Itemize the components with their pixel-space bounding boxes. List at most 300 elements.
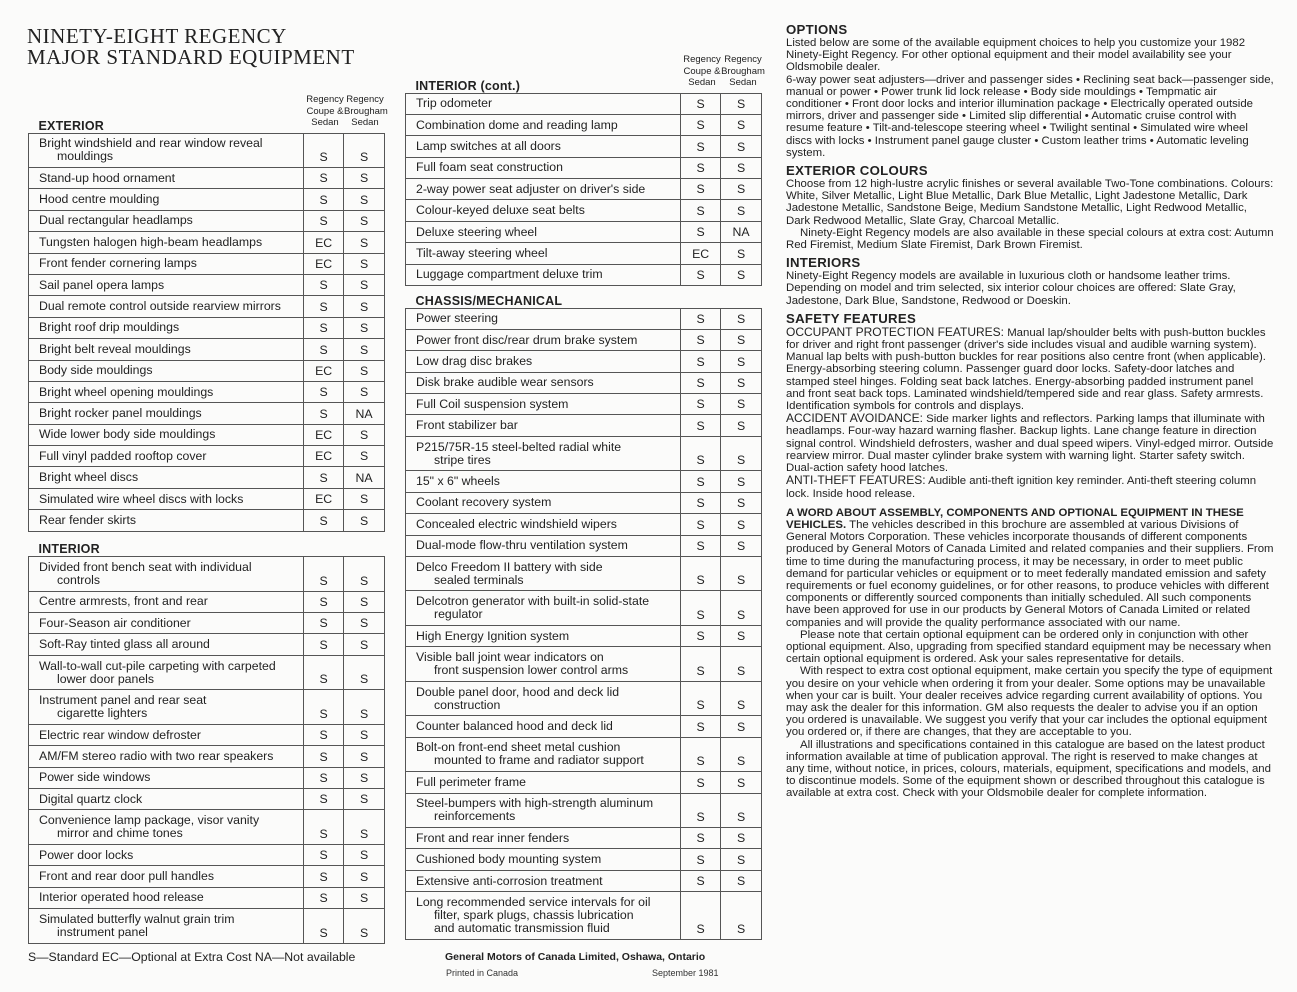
equipment-label (406, 372, 681, 393)
equipment-label (29, 360, 304, 381)
brougham-sedan-value: S (721, 591, 762, 626)
label-line: Convenience lamp package, visor vanity (39, 813, 260, 828)
equipment-row (406, 200, 762, 221)
equipment-row (406, 716, 762, 737)
exterior-colours-text: Choose from 12 high-lustre acrylic finishes or several available Two-Tone combinations. Colours: White, Silver Metallic, Light Blue Metallic, Dark Blue Metallic, Light Jadestone Metallic, Dark Jadestone Metallic, Sandstone Beige, Medium Sandstone Metallic, Light Redwood Metallic, Dark Redwood Metallic, Slate Gray, Charcoal Metallic. (786, 178, 1274, 227)
title-line-1: NINETY-EIGHT REGENCY (27, 24, 287, 48)
label-line: Concealed electric windshield wipers (416, 516, 617, 531)
label-line: Full Coil suspension system (416, 396, 569, 411)
page-title (27, 26, 355, 68)
brougham-sedan-value: S (344, 655, 385, 690)
label-line: Bright belt reveal mouldings (39, 341, 191, 356)
section-title: EXTERIOR (29, 112, 385, 133)
coupe-sedan-value: S (681, 772, 721, 793)
label-line: Full foam seat construction (416, 160, 563, 175)
label-line: Full perimeter frame (416, 774, 527, 789)
label-line: Digital quartz clock (39, 791, 143, 806)
brougham-sedan-value: S (721, 136, 762, 157)
equipment-row (406, 329, 762, 350)
equipment-row (29, 274, 385, 295)
brougham-sedan-value: S (721, 179, 762, 200)
label-line: stripe tires (434, 452, 491, 467)
equipment-row (406, 308, 762, 329)
equipment-label (29, 168, 304, 189)
label-line: Dual rectangular headlamps (39, 213, 193, 228)
word-about-p2: Please note that certain optional equipment can be ordered only in conjunction with other optional equipment. Also, upgrading from specified standard equipment may be necessary when certain optional equipment is ordered. Ask your sales representative for details. (786, 628, 1272, 666)
brougham-sedan-value: S (344, 591, 385, 612)
label-line: Low drag disc brakes (416, 353, 533, 368)
label-line: High Energy Ignition system (416, 628, 570, 643)
coupe-sedan-value: S (681, 436, 721, 471)
label-line: Cushioned body mounting system (416, 852, 602, 867)
equipment-label (406, 329, 681, 350)
equipment-row (406, 264, 762, 285)
coupe-sedan-value: S (681, 157, 721, 178)
equipment-label (406, 772, 681, 793)
coupe-sedan-value: S (304, 339, 344, 360)
equipment-row (406, 136, 762, 157)
label-line: Power front disc/rear drum brake system (416, 332, 638, 347)
label-line: P215/75R-15 steel-belted radial white (416, 439, 622, 454)
equipment-label (406, 514, 681, 535)
label-line: Wide lower body side mouldings (39, 427, 216, 442)
header-word: Sedan (688, 77, 716, 88)
label-line: AM/FM stereo radio with two rear speakers (39, 748, 274, 763)
equipment-row (29, 317, 385, 338)
occupant-text: Manual lap/shoulder belts with push-button buckles for driver and right front passenger (driver's side includes visual and audible warning system). Manual lap belts with push-button buckles for rear positions also centre front (when applicable). Energy-absorbing steering column. Passenger guard door locks. Safety-door latches and stamped steel hinges. Folding seat back latches. Energy-absorbing padded instrument panel and front seat back tops. Laminated windshield/tempered side and rear glass. Safety armrests. Identification symbols for controls and displays. (786, 326, 1266, 413)
label-line: Delcotron generator with built-in solid-state (416, 594, 650, 609)
equipment-row (406, 243, 762, 264)
equipment-label (406, 737, 681, 772)
equipment-row (29, 724, 385, 745)
brougham-sedan-value: S (721, 157, 762, 178)
equipment-label (406, 221, 681, 242)
equipment-label (406, 415, 681, 436)
coupe-sedan-value: S (304, 296, 344, 317)
equipment-label (406, 136, 681, 157)
word-about-heading: A WORD ABOUT ASSEMBLY, COMPONENTS AND OPTIONAL EQUIPMENT IN THESE VEHICLES. (786, 506, 1244, 531)
word-about-p4: All illustrations and specifications contained in this catalogue are based on the latest product information available at time of publication approval. The right is reserved to make changes at any time, without notice, in prices, colours, materials, equipment, specifications and models, and to discontinue models. Some of the equipment shown or described throughout this catalogue is available at extra cost. Check with your Oldsmobile dealer for complete information. (786, 738, 1271, 800)
coupe-sedan-value: S (304, 317, 344, 338)
brougham-sedan-value: S (721, 556, 762, 591)
coupe-sedan-value: S (681, 870, 721, 891)
occupant-protection (786, 326, 1274, 412)
equipment-label (406, 243, 681, 264)
coupe-sedan-value: S (304, 724, 344, 745)
occupant-label: OCCUPANT PROTECTION FEATURES: (786, 324, 1005, 339)
label-line: Electric rear window defroster (39, 727, 201, 742)
brougham-sedan-value: S (721, 737, 762, 772)
label-line: Steel-bumpers with high-strength aluminum (416, 796, 654, 811)
label-line: Body side mouldings (39, 363, 153, 378)
brougham-sedan-value: S (721, 436, 762, 471)
brougham-sedan-value: S (721, 828, 762, 849)
brougham-sedan-value: NA (721, 221, 762, 242)
equipment-label (29, 613, 304, 634)
brougham-sedan-value: S (344, 887, 385, 908)
label-line: Bright wheel opening mouldings (39, 384, 214, 399)
equipment-label (406, 114, 681, 135)
label-line: instrument panel (57, 924, 148, 939)
coupe-sedan-value: S (681, 471, 721, 492)
word-about-p3: With respect to extra cost optional equipment, make certain you specify the type of equipment you desire on your vehicle when ordering it from your dealer. Some options may be unavailable when your car is built. Your dealer receives advice regarding current availability of options. You may ask the dealer for this information. GM also requests the dealer to advise you if an option you ordered is unavailable. We suggest you verify that your car includes the optional equipment you ordered or, if there are changes, that they are acceptable to you. (786, 665, 1273, 739)
label-line: Colour-keyed deluxe seat belts (416, 203, 585, 218)
label-line: Counter balanced hood and deck lid (416, 719, 613, 733)
equipment-label (406, 93, 681, 114)
brougham-sedan-value: S (721, 492, 762, 513)
equipment-row (29, 446, 385, 467)
equipment-row (29, 655, 385, 690)
coupe-sedan-value: EC (304, 488, 344, 509)
brougham-sedan-value: S (344, 189, 385, 210)
equipment-row (406, 828, 762, 849)
coupe-sedan-value: S (304, 655, 344, 690)
brougham-sedan-value: S (344, 274, 385, 295)
label-line: Bolt-on front-end sheet metal cushion (416, 740, 621, 755)
right-column (786, 20, 1274, 800)
brougham-sedan-value: S (721, 870, 762, 891)
label-line: Front and rear door pull handles (39, 868, 214, 883)
footer-date: September 1981 (652, 968, 719, 978)
equipment-row (29, 189, 385, 210)
equipment-label (29, 634, 304, 655)
equipment-label (406, 849, 681, 870)
equipment-row (406, 436, 762, 471)
coupe-sedan-value: S (304, 746, 344, 767)
brougham-sedan-value: S (721, 329, 762, 350)
safety-heading: SAFETY FEATURES (786, 310, 917, 326)
label-line: Visible ball joint wear indicators on (416, 650, 604, 665)
label-line: Disk brake audible wear sensors (416, 375, 594, 390)
coupe-sedan-value: S (304, 690, 344, 725)
label-line: Centre armrests, front and rear (39, 594, 208, 609)
coupe-sedan-value: S (304, 613, 344, 634)
header-word: Sedan (351, 117, 379, 128)
label-line: Coolant recovery system (416, 495, 552, 510)
brougham-sedan-value: NA (344, 403, 385, 424)
label-line: Stand-up hood ornament (39, 170, 176, 185)
equipment-row (29, 467, 385, 488)
word-about-text1: The vehicles described in this brochure are assembled at various Divisions of General Motors Corporation. These vehicles incorporate thousands of different components produced by General Motors of Canada Limited and related companies and their suppliers. From time to time during the manufacturing process, it may be necessary, in order to meet public demand for particular vehicles or equipment or to meet federally mandated emission and safety requirements or fuel economy guidelines, or for other reasons, to produce vehicles with different components or differently sourced components than initially scheduled. All such components have been approved for use in our products by General Motors of Canada Limited or related companies and will provide the quality performance associated with our name. (786, 518, 1274, 629)
header-word: Regency (306, 94, 344, 105)
equipment-row (406, 737, 762, 772)
exterior-colours-text2: Ninety-Eight Regency models are also available in these special colours at extra cost: Autumn Red Firemist, Medium Slate Firemist, Dark Brown Firemist. (786, 226, 1274, 252)
label-line: mouldings (57, 149, 114, 164)
equipment-label (406, 179, 681, 200)
coupe-sedan-value: S (681, 828, 721, 849)
coupe-sedan-value: S (681, 308, 721, 329)
equipment-label (406, 681, 681, 716)
equipment-label (406, 200, 681, 221)
header-word: Coupe & (683, 65, 721, 77)
label-line: Trip odometer (416, 96, 493, 111)
equipment-row (29, 746, 385, 767)
section-header-row (406, 72, 762, 93)
coupe-sedan-value: S (681, 200, 721, 221)
section-title: CHASSIS/MECHANICAL (406, 286, 762, 309)
coupe-sedan-value: S (681, 114, 721, 135)
label-line: Front fender cornering lamps (39, 256, 197, 271)
equipment-row (406, 772, 762, 793)
brougham-sedan-value: S (344, 724, 385, 745)
coupe-sedan-value: S (681, 372, 721, 393)
coupe-sedan-value: EC (304, 253, 344, 274)
brougham-sedan-value: S (344, 613, 385, 634)
label-line: Combination dome and reading lamp (416, 117, 618, 132)
equipment-label (406, 492, 681, 513)
coupe-sedan-value: S (681, 793, 721, 828)
coupe-sedan-value: S (304, 767, 344, 788)
equipment-label (29, 274, 304, 295)
label-line: Front stabilizer bar (416, 418, 518, 433)
middle-equipment-table (405, 72, 762, 940)
coupe-sedan-value: S (681, 514, 721, 535)
antitheft-text: Audible anti-theft ignition key reminder. Anti-theft steering column lock. Inside hood release. (786, 475, 1257, 500)
equipment-row (406, 471, 762, 492)
brougham-sedan-value: S (344, 810, 385, 845)
equipment-label (29, 253, 304, 274)
accident-avoidance (786, 412, 1274, 474)
brougham-sedan-value: S (344, 232, 385, 253)
section-title: INTERIOR (cont.) (406, 72, 762, 93)
equipment-row (29, 168, 385, 189)
label-line: Dual remote control outside rearview mirrors (39, 299, 281, 314)
coupe-sedan-value: S (681, 394, 721, 415)
equipment-row (406, 793, 762, 828)
equipment-row (29, 887, 385, 908)
equipment-row (29, 381, 385, 402)
equipment-label (29, 488, 304, 509)
equipment-label (29, 446, 304, 467)
brougham-sedan-value: S (344, 446, 385, 467)
coupe-sedan-value: S (304, 381, 344, 402)
coupe-sedan-value: S (304, 133, 344, 168)
label-line: Wall-to-wall cut-pile carpeting with carpeted (39, 658, 276, 673)
equipment-row (29, 557, 385, 592)
equipment-row (29, 788, 385, 809)
equipment-label (29, 403, 304, 424)
label-line: Simulated butterfly walnut grain trim (39, 911, 235, 926)
label-line: cigarette lighters (57, 706, 148, 721)
equipment-label (29, 189, 304, 210)
equipment-label (29, 746, 304, 767)
header-word: Sedan (311, 117, 339, 128)
coupe-sedan-value: S (681, 681, 721, 716)
coupe-sedan-value: S (681, 179, 721, 200)
equipment-label (406, 892, 681, 940)
equipment-row (406, 647, 762, 682)
brougham-sedan-value: S (721, 514, 762, 535)
coupe-sedan-value: S (681, 415, 721, 436)
equipment-label (406, 351, 681, 372)
brougham-sedan-value: S (344, 133, 385, 168)
label-line: Bright windshield and rear window reveal (39, 136, 263, 151)
equipment-label (406, 793, 681, 828)
label-line: front suspension lower control arms (434, 663, 629, 678)
equipment-row (29, 210, 385, 231)
coupe-sedan-value: EC (304, 360, 344, 381)
brougham-sedan-value: S (344, 381, 385, 402)
brougham-sedan-value: S (721, 647, 762, 682)
accident-label: ACCIDENT AVOIDANCE: (786, 411, 923, 426)
label-line: Dual-mode flow-thru ventilation system (416, 538, 628, 553)
options-list: 6-way power seat adjusters—driver and passenger sides • Reclining seat back—passenger side, manual or power • Power trunk lid lock release • Body side mouldings • Tempmatic air conditioner • Front door locks and interior illumination package • Electrically operated outside mirrors, driver and passenger side • Limited slip differential • Automatic cruise control with resume feature • Tilt-and-telescope steering wheel • Twilight sentinal • Simulated wire wheel discs with locks • Instrument panel gauge cluster • Custom leather trims • Automatic leveling system. (786, 73, 1274, 159)
brougham-sedan-value: S (721, 351, 762, 372)
label-line: mirror and chime tones (57, 826, 183, 841)
equipment-label (29, 767, 304, 788)
equipment-label (406, 591, 681, 626)
coupe-sedan-value: S (304, 510, 344, 531)
brougham-sedan-value: S (721, 415, 762, 436)
coupe-sedan-value: S (304, 274, 344, 295)
header-word: Coupe & (306, 105, 344, 117)
brougham-sedan-value: S (344, 788, 385, 809)
equipment-row (29, 232, 385, 253)
equipment-label (406, 647, 681, 682)
coupe-sedan-value: S (304, 866, 344, 887)
brougham-sedan-value: S (721, 264, 762, 285)
equipment-row (406, 870, 762, 891)
coupe-sedan-value: S (681, 737, 721, 772)
label-line: Full vinyl padded rooftop cover (39, 448, 207, 463)
equipment-row (406, 535, 762, 556)
label-line: sealed terminals (434, 572, 524, 587)
brougham-sedan-value: S (344, 844, 385, 865)
brougham-sedan-value: S (344, 168, 385, 189)
coupe-sedan-value: S (681, 892, 721, 940)
coupe-sedan-value: S (681, 264, 721, 285)
label-line: Tilt-away steering wheel (416, 245, 548, 260)
equipment-label (406, 264, 681, 285)
equipment-label (29, 381, 304, 402)
label-line: mounted to frame and radiator support (434, 753, 644, 768)
coupe-sedan-value: S (304, 634, 344, 655)
brougham-sedan-value: S (344, 746, 385, 767)
brougham-sedan-value: S (721, 308, 762, 329)
anti-theft (786, 474, 1274, 499)
coupe-sedan-value: S (304, 557, 344, 592)
brougham-sedan-value: S (721, 243, 762, 264)
label-line: Soft-Ray tinted glass all around (39, 637, 210, 652)
equipment-row (29, 253, 385, 274)
equipment-label (29, 510, 304, 531)
equipment-row (406, 625, 762, 646)
options-text: Listed below are some of the available equipment choices to help you customize your 1982 Ninety-Eight Regency. For other optional equipment and their model availability see your Oldsmobile dealer. (786, 37, 1246, 74)
brougham-sedan-value: S (344, 360, 385, 381)
equipment-row (406, 179, 762, 200)
brougham-sedan-value: S (721, 772, 762, 793)
brougham-sedan-value: S (344, 296, 385, 317)
section-header-row (406, 286, 762, 309)
equipment-row (406, 372, 762, 393)
coupe-sedan-value: S (681, 351, 721, 372)
equipment-label (29, 724, 304, 745)
brougham-sedan-value: S (344, 253, 385, 274)
coupe-sedan-value: S (304, 887, 344, 908)
equipment-row (406, 351, 762, 372)
brougham-sedan-value: S (344, 424, 385, 445)
label-line: Instrument panel and rear seat (39, 693, 207, 708)
interiors-text: Ninety-Eight Regency models are available in luxurious cloth or handsome leather trims. Depending on model and trim selected, six interior colour choices are offered: Slate Gray, Jadestone, Dark Blue, Sandstone, Redwood or Doeskin. (786, 270, 1236, 307)
label-line: reinforcements (434, 809, 516, 824)
equipment-label (29, 317, 304, 338)
coupe-sedan-value: S (304, 788, 344, 809)
coupe-sedan-value: S (304, 210, 344, 231)
equipment-row (29, 510, 385, 531)
label-line: Lamp switches at all doors (416, 138, 561, 153)
equipment-row (406, 114, 762, 135)
equipment-row (406, 849, 762, 870)
equipment-label (406, 828, 681, 849)
equipment-row (29, 488, 385, 509)
coupe-sedan-value: S (681, 535, 721, 556)
brougham-sedan-value: S (344, 690, 385, 725)
label-line: Deluxe steering wheel (416, 224, 537, 239)
coupe-sedan-value: S (304, 591, 344, 612)
label-line: Luggage compartment deluxe trim (416, 267, 603, 282)
brougham-sedan-value: S (344, 634, 385, 655)
label-line: Divided front bench seat with individual (39, 559, 252, 574)
equipment-row (406, 514, 762, 535)
label-line: Simulated wire wheel discs with locks (39, 491, 244, 506)
brougham-sedan-value: S (344, 909, 385, 944)
equipment-label (29, 133, 304, 168)
equipment-row (406, 892, 762, 940)
equipment-row (29, 339, 385, 360)
equipment-label (406, 625, 681, 646)
equipment-row (406, 394, 762, 415)
section-header-row (29, 112, 385, 133)
section-header-row (29, 531, 385, 557)
label-line: Power steering (416, 311, 499, 326)
equipment-label (29, 788, 304, 809)
header-word: Regency (724, 54, 762, 65)
equipment-label (29, 655, 304, 690)
brougham-sedan-value: S (721, 535, 762, 556)
label-line: Bright rocker panel mouldings (39, 405, 202, 420)
equipment-label (29, 810, 304, 845)
header-word: Regency (346, 94, 384, 105)
coupe-sedan-value: S (304, 909, 344, 944)
equipment-label (406, 394, 681, 415)
options-heading: OPTIONS (786, 22, 848, 37)
coupe-sedan-value: S (681, 329, 721, 350)
equipment-label (29, 339, 304, 360)
equipment-label (29, 424, 304, 445)
brougham-sedan-value: S (344, 317, 385, 338)
section-title: INTERIOR (29, 531, 385, 557)
coupe-sedan-value: S (681, 647, 721, 682)
coupe-sedan-value: S (304, 844, 344, 865)
label-line: controls (57, 572, 101, 587)
label-line: Four-Season air conditioner (39, 615, 191, 630)
label-line: lower door panels (57, 671, 155, 686)
equipment-row (406, 591, 762, 626)
equipment-label (406, 157, 681, 178)
header-word: Regency (683, 54, 721, 65)
coupe-sedan-value: S (304, 189, 344, 210)
brougham-sedan-value: S (721, 114, 762, 135)
label-line: Interior operated hood release (39, 890, 204, 905)
equipment-row (29, 866, 385, 887)
equipment-label (406, 870, 681, 891)
equipment-label (29, 467, 304, 488)
equipment-label (29, 557, 304, 592)
equipment-label (29, 210, 304, 231)
label-line: and automatic transmission fluid (434, 921, 610, 936)
label-line: construction (434, 697, 501, 712)
footer-company: General Motors of Canada Limited, Oshawa, Ontario (445, 951, 706, 963)
